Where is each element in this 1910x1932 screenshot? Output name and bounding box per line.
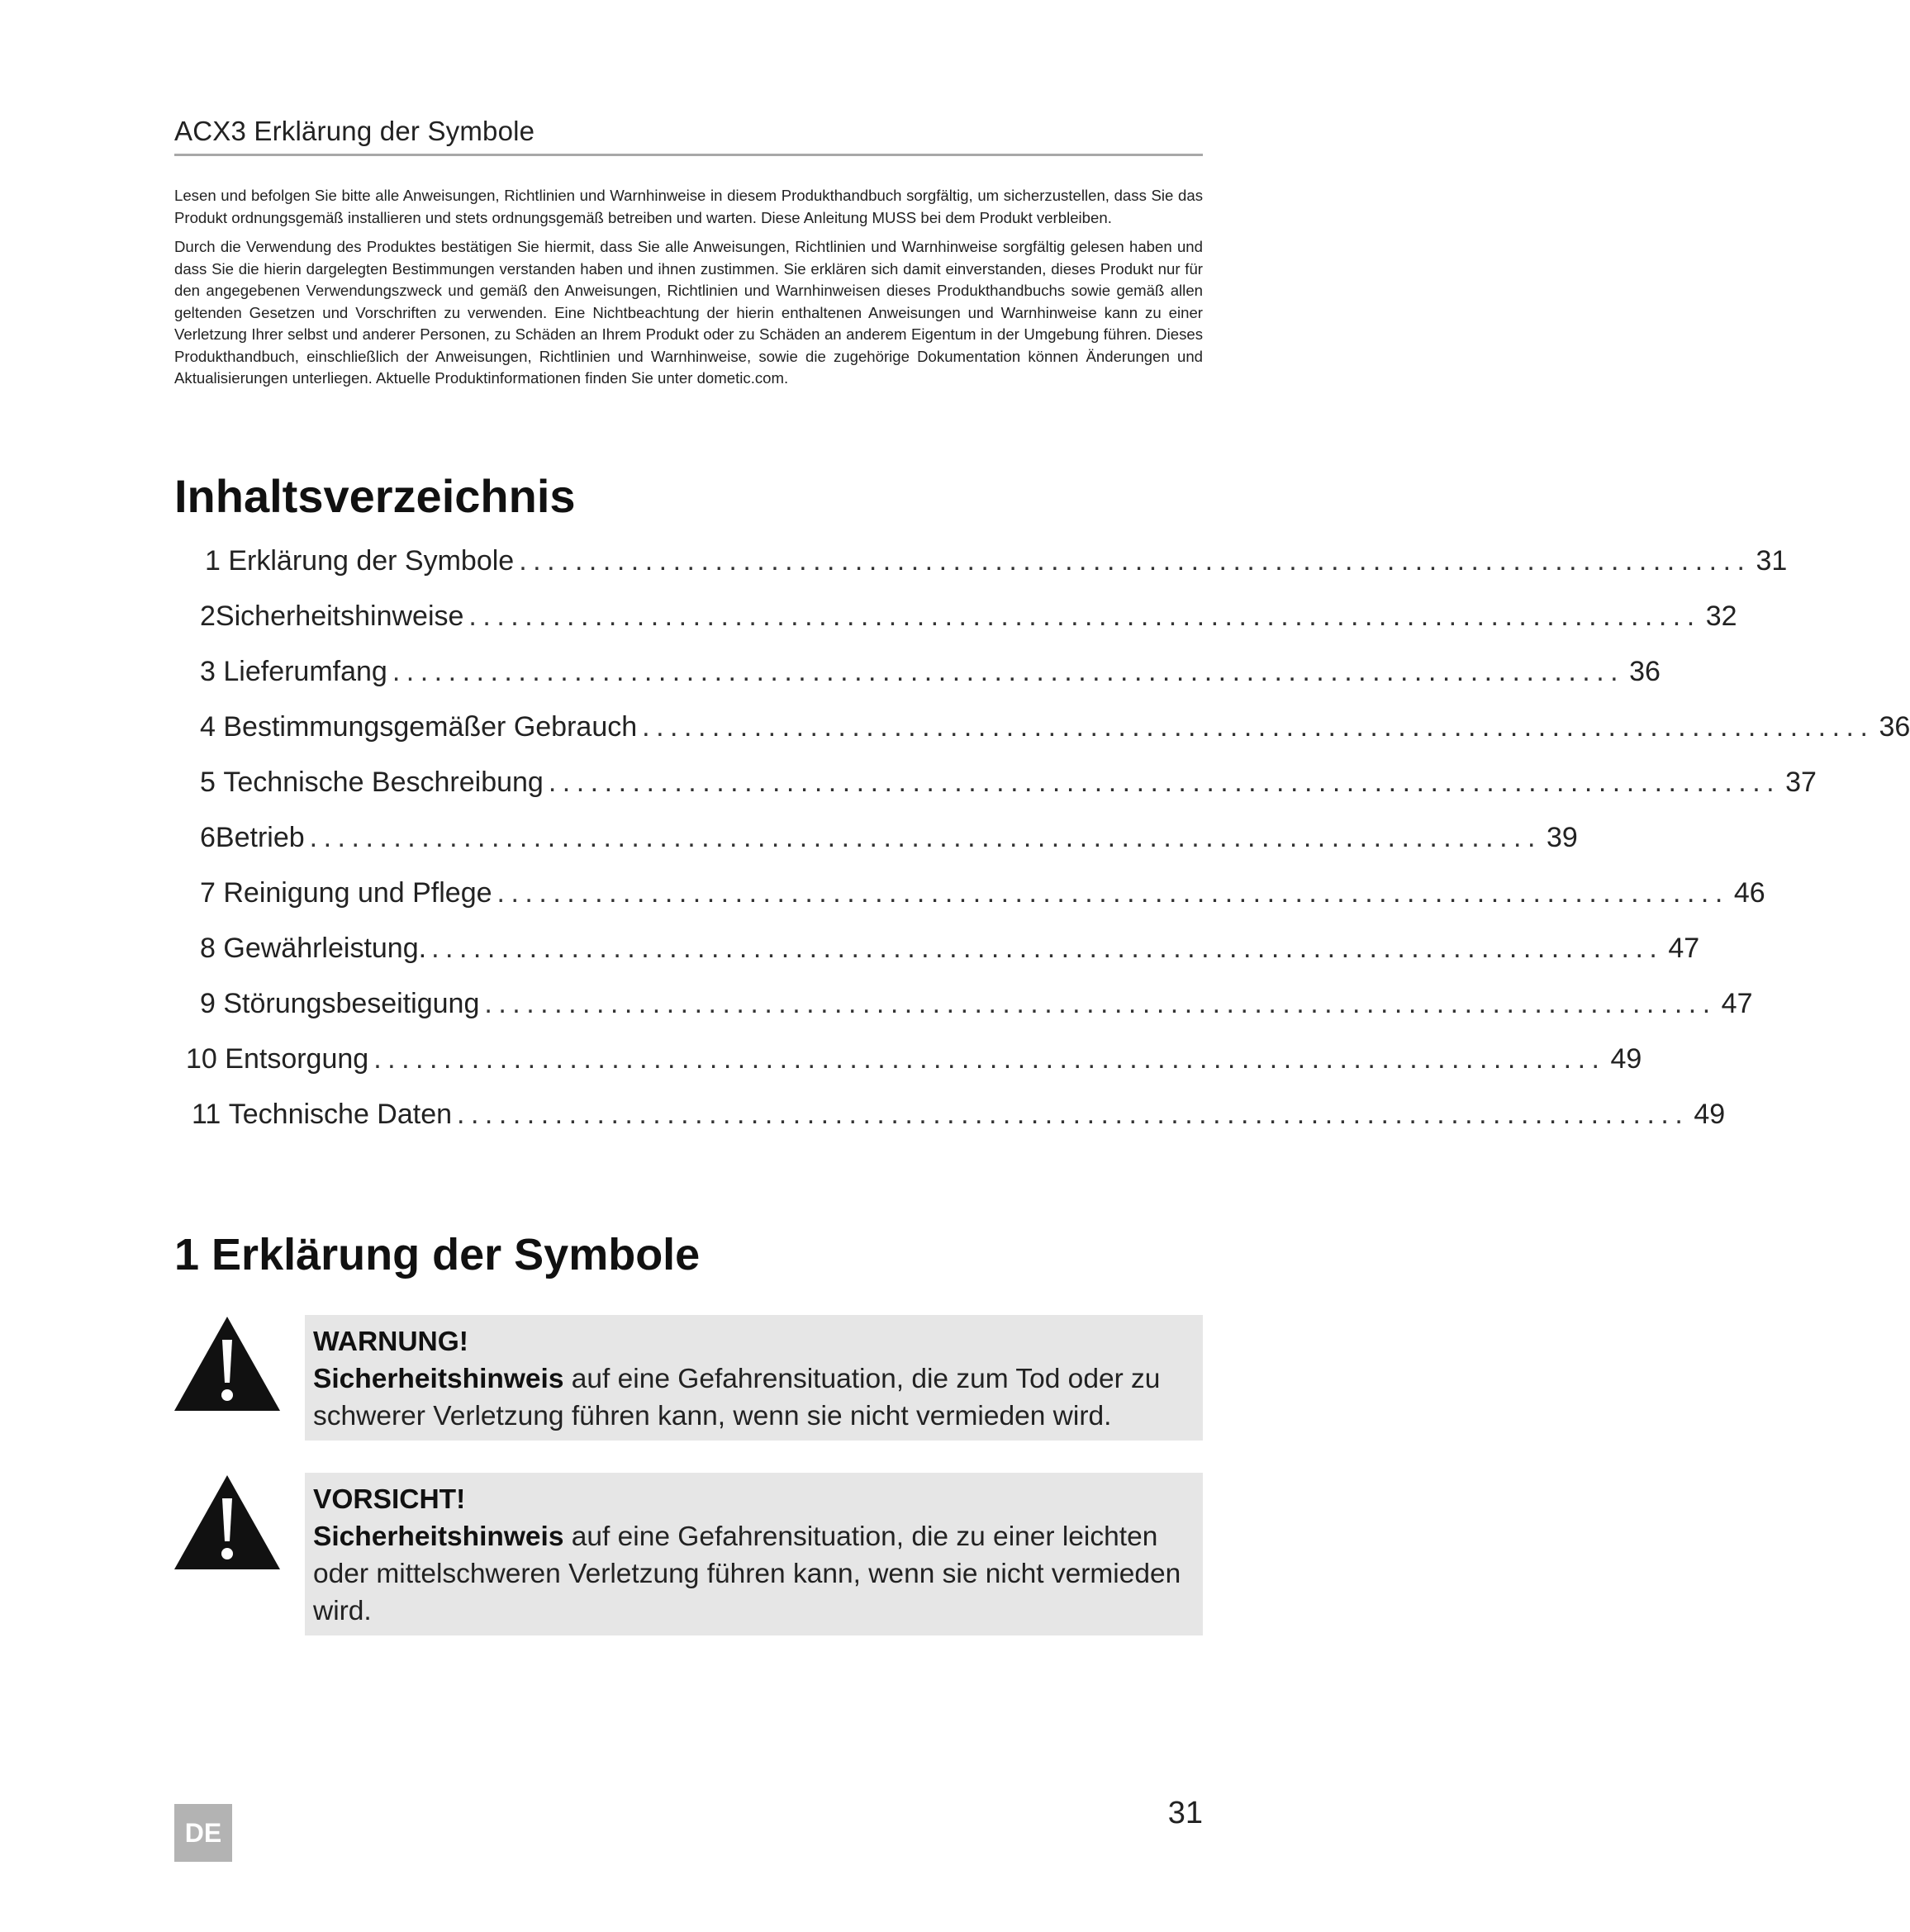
toc-entry-label: Technische Daten [228, 1099, 453, 1130]
notice-text: auf eine Gefahrensituation, die zu einer leichten oder mittelschweren Verletzung führen kann, wenn sie nicht vermieden wird. [313, 1521, 1181, 1626]
toc-entry-page: 36 [1879, 711, 1910, 743]
toc-entry-label: Gewährleistung. [223, 933, 427, 964]
toc-entry-10[interactable] [186, 1043, 1642, 1085]
toc-title: Inhaltsverzeichnis [174, 470, 576, 522]
toc-leader-dots: ........................................................................................ [548, 767, 1781, 798]
toc-entry-label: Lieferumfang [223, 656, 387, 687]
notice-heading: WARNUNG! [313, 1327, 468, 1357]
toc-entry-number: 11 [192, 1099, 221, 1130]
toc-entry-number: 4 [200, 711, 216, 743]
toc-entry-page: 36 [1629, 656, 1661, 687]
toc-entry-page: 32 [1705, 600, 1737, 632]
toc-entry-number: 2 [200, 600, 216, 632]
toc-entry-number: 6 [200, 822, 216, 853]
header-divider [174, 154, 1203, 156]
warning-notice [305, 1315, 1203, 1441]
toc-entry-number: 8 [200, 933, 216, 964]
caution-notice [305, 1473, 1203, 1635]
notice-heading: VORSICHT! [313, 1484, 466, 1515]
toc-entry-page: 49 [1610, 1043, 1642, 1075]
toc-entry-4[interactable] [200, 711, 1910, 752]
toc-entry-number: 9 [200, 988, 216, 1019]
toc-entry-label: Reinigung und Pflege [223, 877, 492, 909]
notice-text: auf eine Gefahrensituation, die zum Tod oder zu schwerer Verletzung führen kann, wenn sie nicht vermieden wird. [313, 1364, 1161, 1431]
toc-entry-7[interactable] [200, 877, 1765, 919]
toc-entry-number: 3 [200, 656, 216, 687]
warning-triangle-icon [174, 1317, 280, 1411]
toc-leader-dots: ........................................................................................ [642, 711, 1874, 743]
notice-body [313, 1360, 1191, 1435]
toc-entry-label: Betrieb [215, 822, 305, 853]
toc-entry-number: 1 [205, 545, 221, 577]
intro-paragraph-1: Lesen und befolgen Sie bitte alle Anweisungen, Richtlinien und Warnhinweise in diesem Produkthandbuch sorgfältig, um sicherzustellen, dass Sie das Produkt ordnungsgemäß installieren und stets ordnungsgemäß betreiben und warten. Diese Anleitung MUSS bei dem Produkt verbleiben. [174, 187, 1203, 226]
toc-leader-dots: ........................................................................................ [431, 933, 1664, 964]
toc-entry-page: 31 [1756, 545, 1788, 577]
toc-leader-dots: ........................................................................................ [497, 877, 1729, 909]
toc-entry-page: 46 [1733, 877, 1765, 909]
notice-bold-term: Sicherheitshinweis [313, 1521, 564, 1552]
toc-entry-label: Störungsbeseitigung [223, 988, 480, 1019]
toc-entry-5[interactable] [200, 767, 1817, 808]
toc-leader-dots: ........................................................................................ [309, 822, 1542, 853]
toc-entry-page: 37 [1785, 767, 1817, 798]
toc-entry-6[interactable] [200, 822, 1578, 863]
intro-paragraph-2: Durch die Verwendung des Produktes bestätigen Sie hiermit, dass Sie alle Anweisungen, Richtlinien und Warnhinweise sorgfältig gelesen haben und dass Sie die hierin dargelegten Bestimmungen verstanden haben und ihnen zustimmen. Sie erklären sich damit einverstanden, dieses Produkt nur für den angegebenen Verwendungszweck und gemäß den Anweisungen, Richtlinien und Warnhinweisen dieses Produkthandbuchs sowie gemäß allen geltenden Gesetzen und Vorschriften zu verwenden. Eine Nichtbeachtung der hierin enthaltenen Anweisungen und Warnhinweise kann zu einer Verletzung Ihrer selbst und anderer Personen, zu Schäden an Ihrem Produkt oder zu Schäden an anderem Eigentum in der Umgebung führen. Dieses Produkthandbuch, einschließlich der Anweisungen, Richtlinien und Warnhinweise, sowie die zugehörige Dokumentation können Änderungen und Aktualisierungen unterliegen. Aktuelle Produktinformationen finden Sie unter dometic.com. [174, 238, 1203, 387]
toc-entry-number: 5 [200, 767, 216, 798]
toc-entry-page: 47 [1721, 988, 1753, 1019]
toc-entry-label: Bestimmungsgemäßer Gebrauch [223, 711, 638, 743]
toc-entry-label: Sicherheitshinweise [215, 600, 464, 632]
toc-leader-dots: ........................................................................................ [484, 988, 1717, 1019]
notice-body [313, 1518, 1191, 1630]
toc-entry-3[interactable] [200, 656, 1661, 697]
warning-triangle-icon [174, 1475, 280, 1569]
toc-leader-dots: ........................................................................................ [468, 600, 1701, 632]
language-badge: DE [174, 1804, 232, 1862]
toc-leader-dots: ........................................................................................ [519, 545, 1751, 577]
page-number: 31 [1167, 1796, 1203, 1830]
notice-bold-term: Sicherheitshinweis [313, 1364, 564, 1394]
toc-entry-label: Entsorgung [225, 1043, 369, 1075]
toc-entry-11[interactable] [192, 1099, 1726, 1140]
page-header-title: ACX3 Erklärung der Symbole [174, 116, 535, 146]
toc-entry-number: 7 [200, 877, 216, 909]
section-title: 1 Erklärung der Symbole [174, 1230, 701, 1279]
toc-leader-dots: ........................................................................................ [373, 1043, 1606, 1075]
toc-entry-8[interactable] [200, 933, 1700, 974]
toc-entry-label: Technische Beschreibung [223, 767, 544, 798]
toc-entry-number: 10 [186, 1043, 217, 1075]
toc-entry-page: 47 [1668, 933, 1700, 964]
toc-leader-dots: ........................................................................................ [457, 1099, 1689, 1130]
toc-entry-page: 49 [1694, 1099, 1726, 1130]
intro-text [174, 185, 1203, 397]
toc-entry-2[interactable] [200, 600, 1737, 642]
toc-entry-label: Erklärung der Symbole [228, 545, 515, 577]
toc-leader-dots: ........................................................................................ [392, 656, 1625, 687]
toc-entry-page: 39 [1546, 822, 1578, 853]
toc-entry-1[interactable] [205, 545, 1788, 586]
toc-entry-9[interactable] [200, 988, 1753, 1029]
